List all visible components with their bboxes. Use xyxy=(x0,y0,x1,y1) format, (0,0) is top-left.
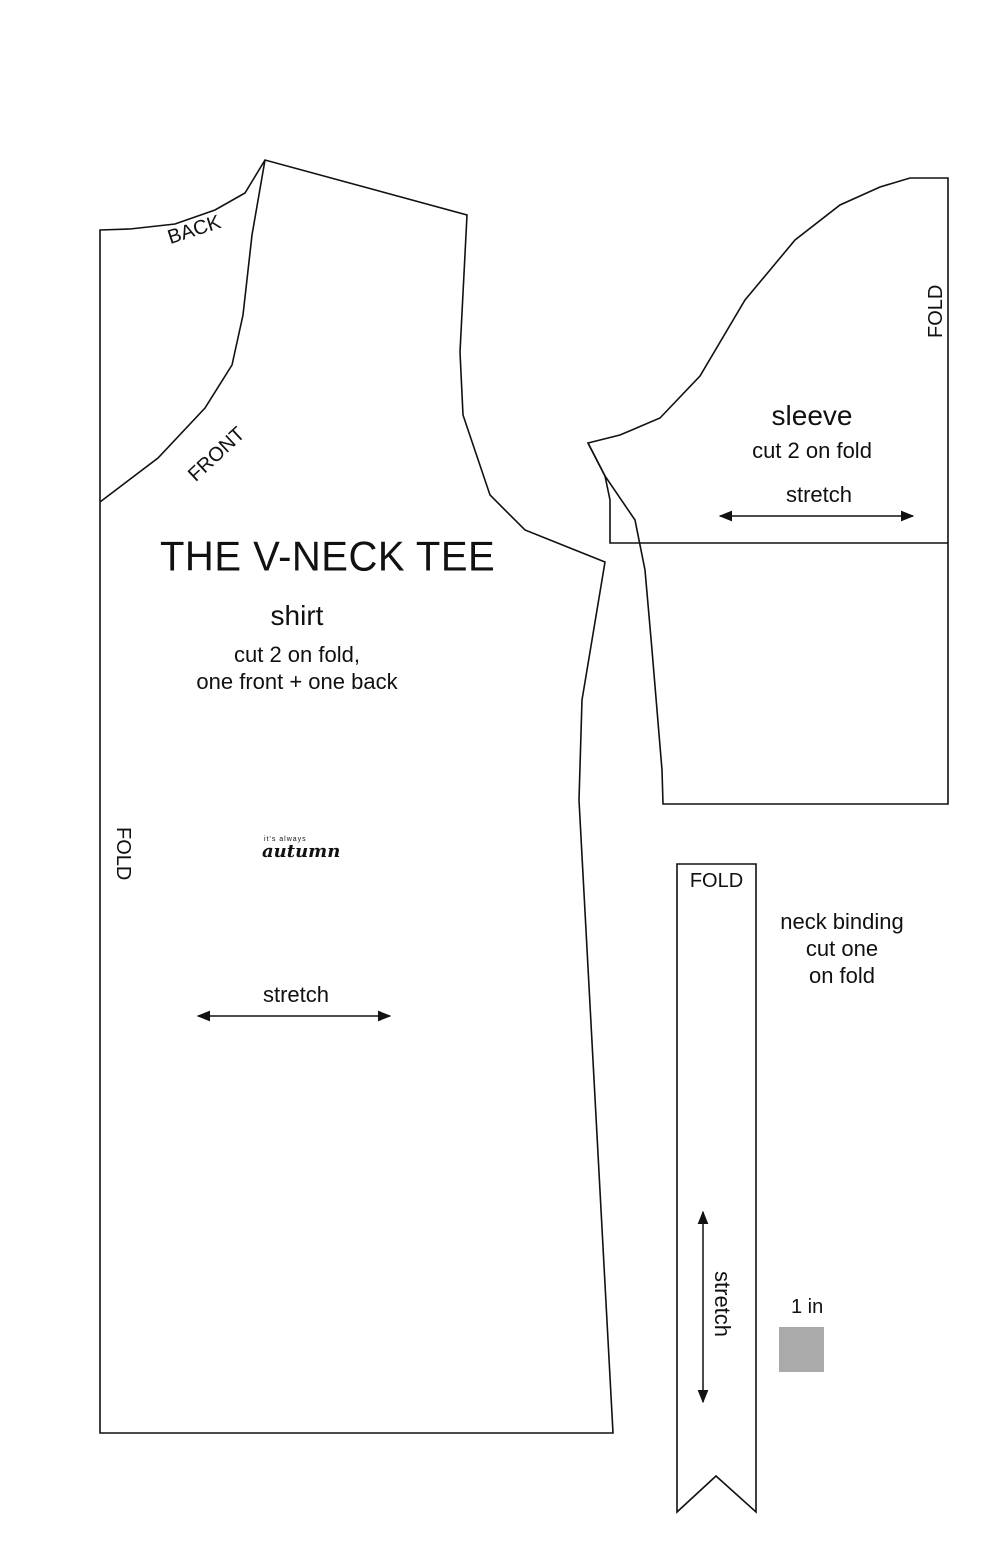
neck-binding-piece xyxy=(677,864,756,1512)
front-label: FRONT xyxy=(184,423,250,487)
sleeve-name: sleeve xyxy=(771,400,853,431)
back-label: BACK xyxy=(165,211,224,249)
front-neckline xyxy=(100,160,265,502)
binding-name-line1: neck binding xyxy=(780,909,904,934)
scale-label: 1 in xyxy=(791,1296,824,1318)
logo-wordmark: autumn xyxy=(262,841,341,862)
binding-stretch-label: stretch xyxy=(710,1271,735,1338)
shirt-stretch-label: stretch xyxy=(262,982,330,1007)
shirt-instructions-line2: one front + one back xyxy=(196,669,398,694)
sleeve-fold-label: FOLD xyxy=(925,284,947,338)
shirt-name: shirt xyxy=(270,600,324,631)
shirt-instructions-line1: cut 2 on fold, xyxy=(234,642,360,667)
sleeve-instructions: cut 2 on fold xyxy=(752,438,872,463)
pattern-title: THE V-NECK TEE xyxy=(160,533,496,581)
logo-tagline: it's always xyxy=(264,836,307,843)
shirt-fold-label: FOLD xyxy=(112,827,134,881)
binding-name-line2: cut one xyxy=(805,936,879,961)
binding-fold-label: FOLD xyxy=(689,870,744,892)
shirt-piece xyxy=(100,160,613,1433)
neck-binding-outline xyxy=(677,864,756,1512)
site-logo xyxy=(262,836,342,864)
shirt-outline xyxy=(100,160,613,1433)
sleeve-stretch-label: stretch xyxy=(785,482,853,507)
scale-square xyxy=(779,1327,824,1372)
binding-name-line3: on fold xyxy=(808,963,876,988)
